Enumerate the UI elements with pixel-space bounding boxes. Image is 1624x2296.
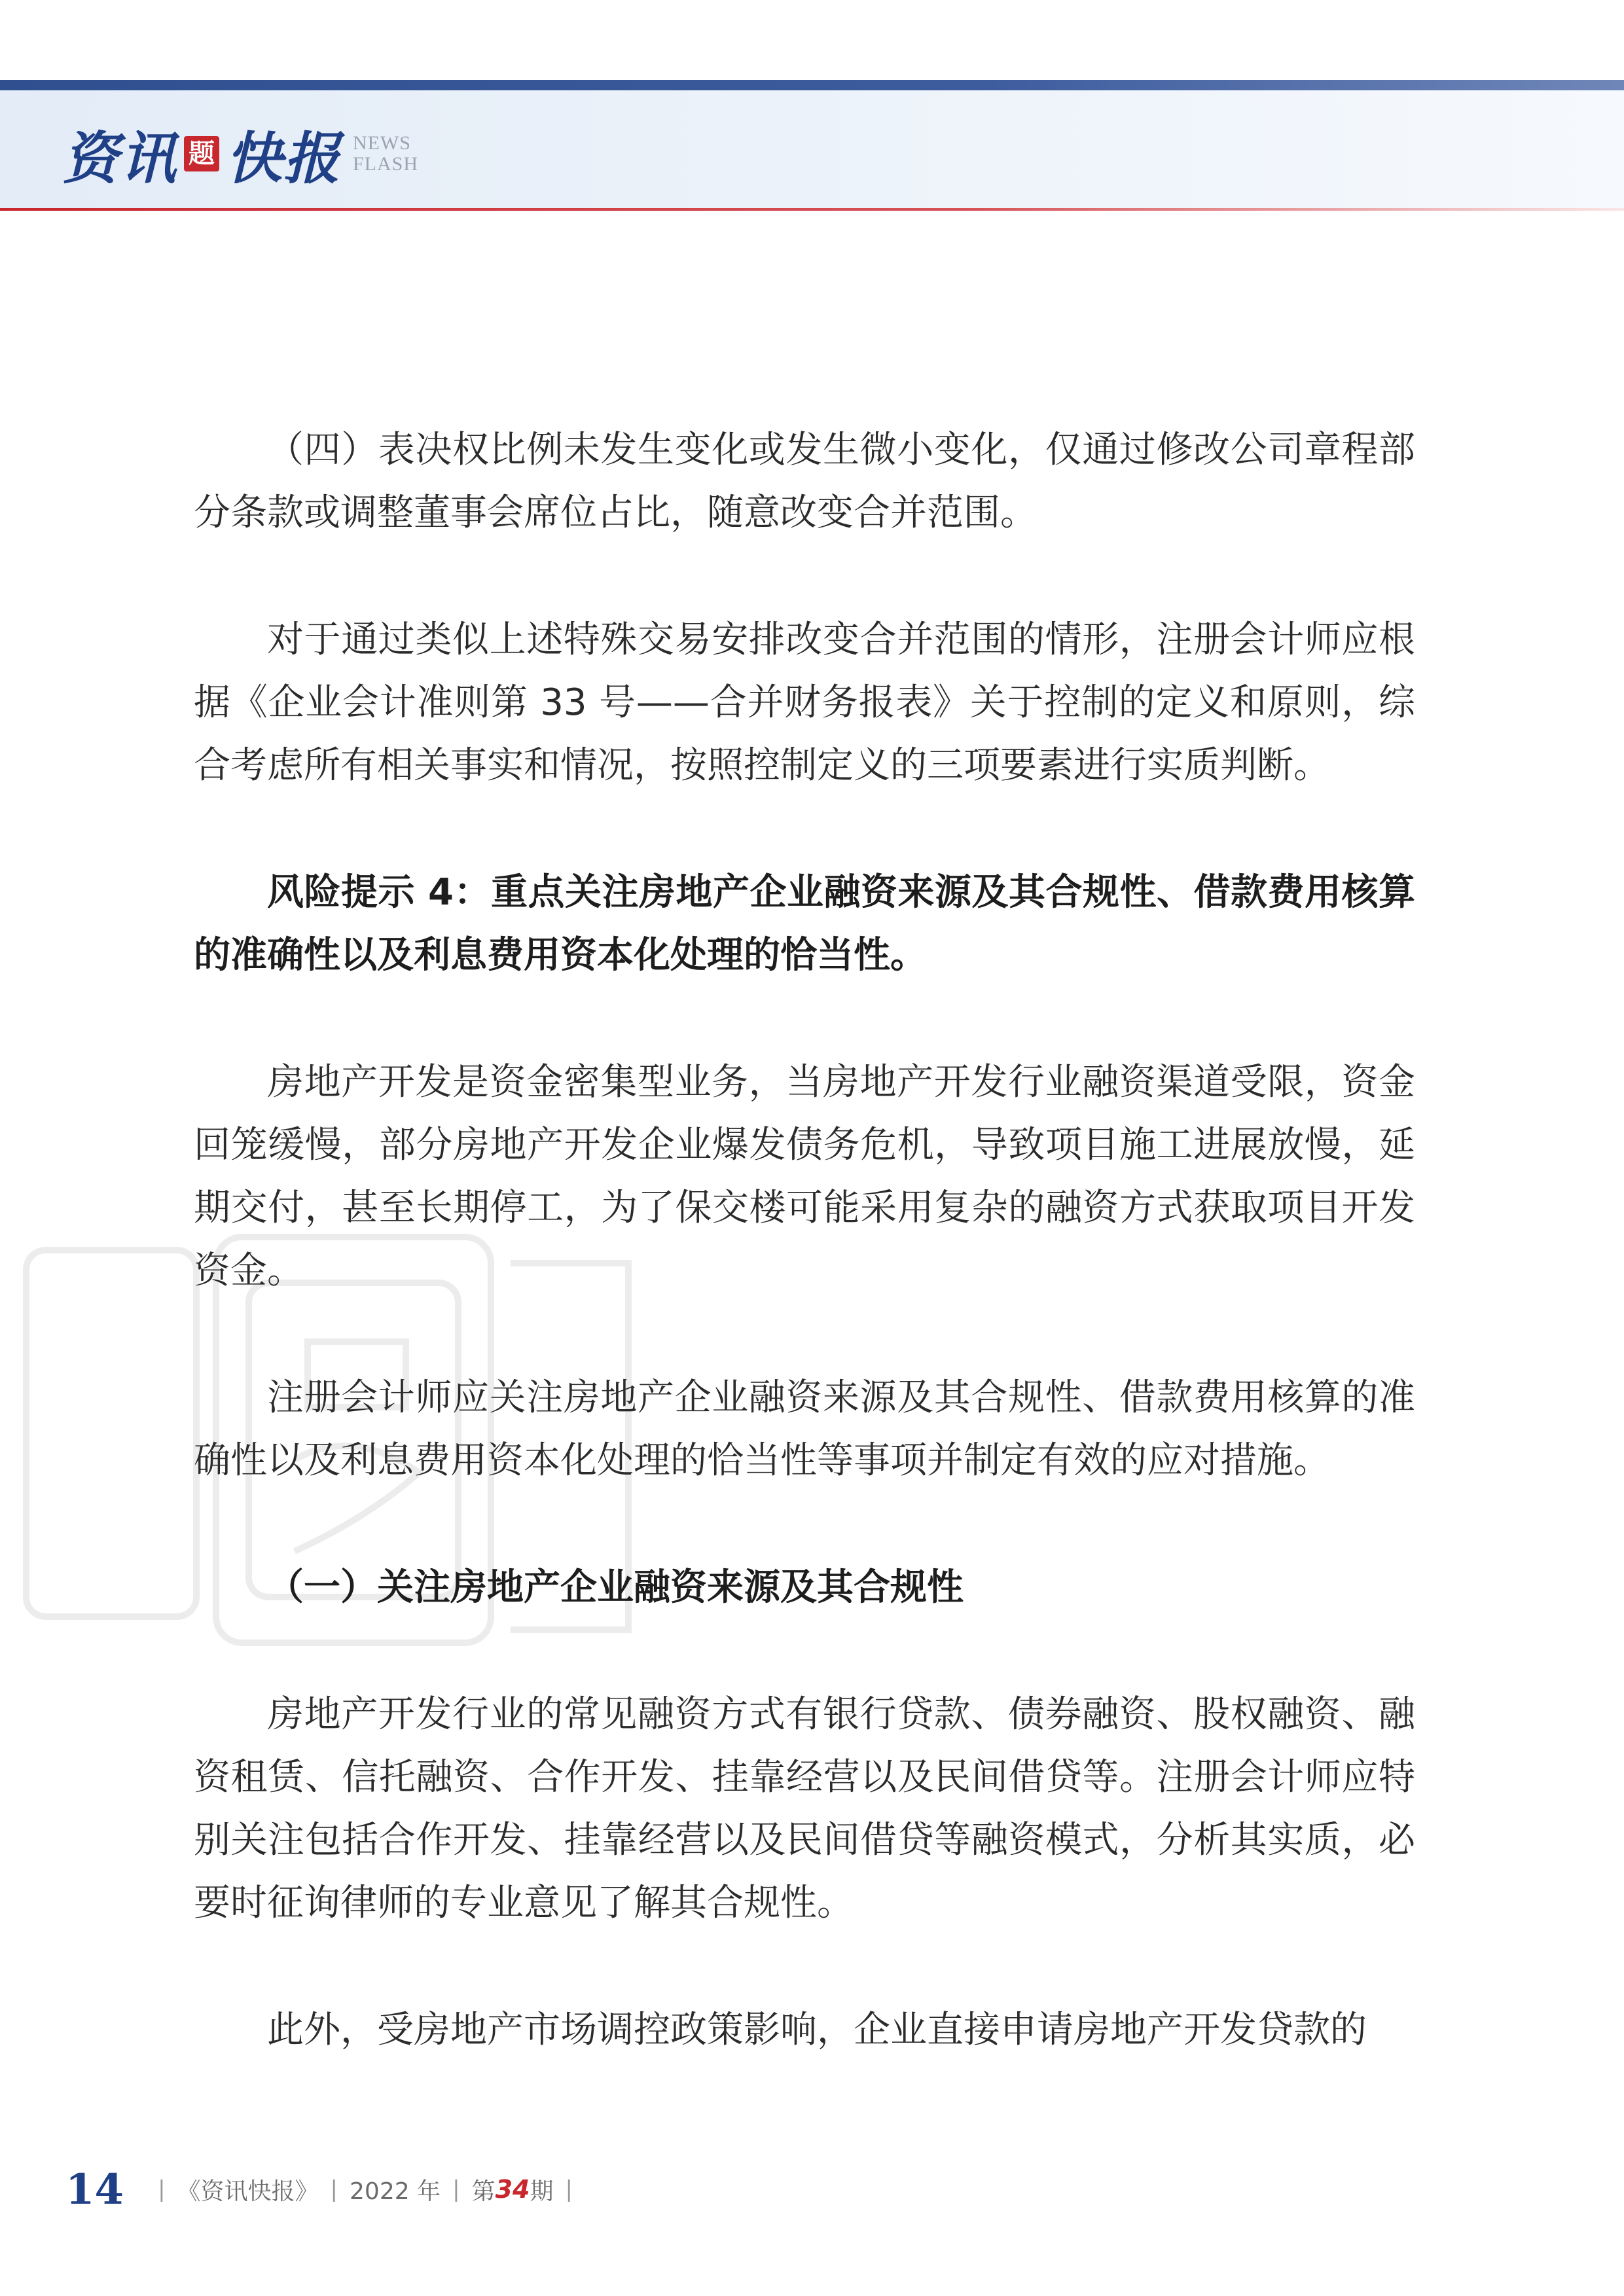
logo-text-part1: 资讯 bbox=[62, 126, 177, 192]
footer-separator: | bbox=[565, 2176, 573, 2202]
logo-english-flash: FLASH bbox=[353, 153, 419, 175]
logo-text-part2: 快报 bbox=[226, 126, 341, 192]
paragraph-3: 房地产开发是资金密集型业务，当房地产开发行业融资渠道受限，资金回笼缓慢，部分房地产开发企业爆发债务危机，导致项目施工进展放慢，延期交付，甚至长期停工，为了保交楼可能采用复杂的融资方式获取项目开发资金。 bbox=[194, 1061, 1415, 1292]
header-red-rule bbox=[0, 208, 1624, 211]
footer-year: 2022 年 bbox=[350, 2178, 441, 2205]
footer-issue-suffix: 期 bbox=[530, 2178, 554, 2205]
logo-english-news: NEWS bbox=[353, 132, 411, 154]
footer-separator: | bbox=[452, 2176, 460, 2202]
logo-english bbox=[353, 133, 418, 175]
page-header bbox=[0, 0, 1624, 216]
footer-separator: | bbox=[330, 2176, 338, 2202]
paragraph-4: 注册会计师应关注房地产企业融资来源及其合规性、借款费用核算的准确性以及利息费用资本化处理的恰当性等事项并制定有效的应对措施。 bbox=[194, 1376, 1415, 1482]
risk-tip-heading: 风险提示 4：重点关注房地产企业融资来源及其合规性、借款费用核算的准确性以及利息费用资本化处理的恰当性。 bbox=[194, 871, 1415, 977]
paragraph-5: 房地产开发行业的常见融资方式有银行贷款、债券融资、股权融资、融资租赁、信托融资、合作开发、挂靠经营以及民间借贷等。注册会计师应特别关注包括合作开发、挂靠经营以及民间借贷等融资模式，分析其实质，必要时征询律师的专业意见了解其合规性。 bbox=[194, 1693, 1415, 1924]
page-footer bbox=[65, 2160, 585, 2219]
logo-seal-icon: 题 bbox=[184, 136, 219, 171]
footer-issue-prefix: 第 bbox=[471, 2178, 496, 2205]
publication-logo bbox=[62, 115, 418, 193]
footer-publication: 《资讯快报》 bbox=[177, 2178, 319, 2205]
paragraph-2: 对于通过类似上述特殊交易安排改变合并范围的情形，注册会计师应根据《企业会计准则第 33 号——合并财务报表》关于控制的定义和原则，综合考虑所有相关事实和情况，按照控制定义的三项要素进行实质判断。 bbox=[194, 619, 1415, 787]
paragraph-1: （四）表决权比例未发生变化或发生微小变化，仅通过修改公司章程部分条款或调整董事会席位占比，随意改变合并范围。 bbox=[194, 429, 1415, 534]
footer-separator: | bbox=[158, 2176, 166, 2202]
page-number: 14 bbox=[65, 2164, 124, 2214]
section-heading-1: （一）关注房地产企业融资来源及其合规性 bbox=[267, 1566, 964, 1609]
paragraph-6: 此外，受房地产市场调控政策影响，企业直接申请房地产开发贷款的 bbox=[267, 2009, 1367, 2051]
header-top-bar bbox=[0, 80, 1624, 90]
footer-issue-number: 34 bbox=[495, 2175, 530, 2204]
article-body bbox=[194, 419, 1415, 2126]
